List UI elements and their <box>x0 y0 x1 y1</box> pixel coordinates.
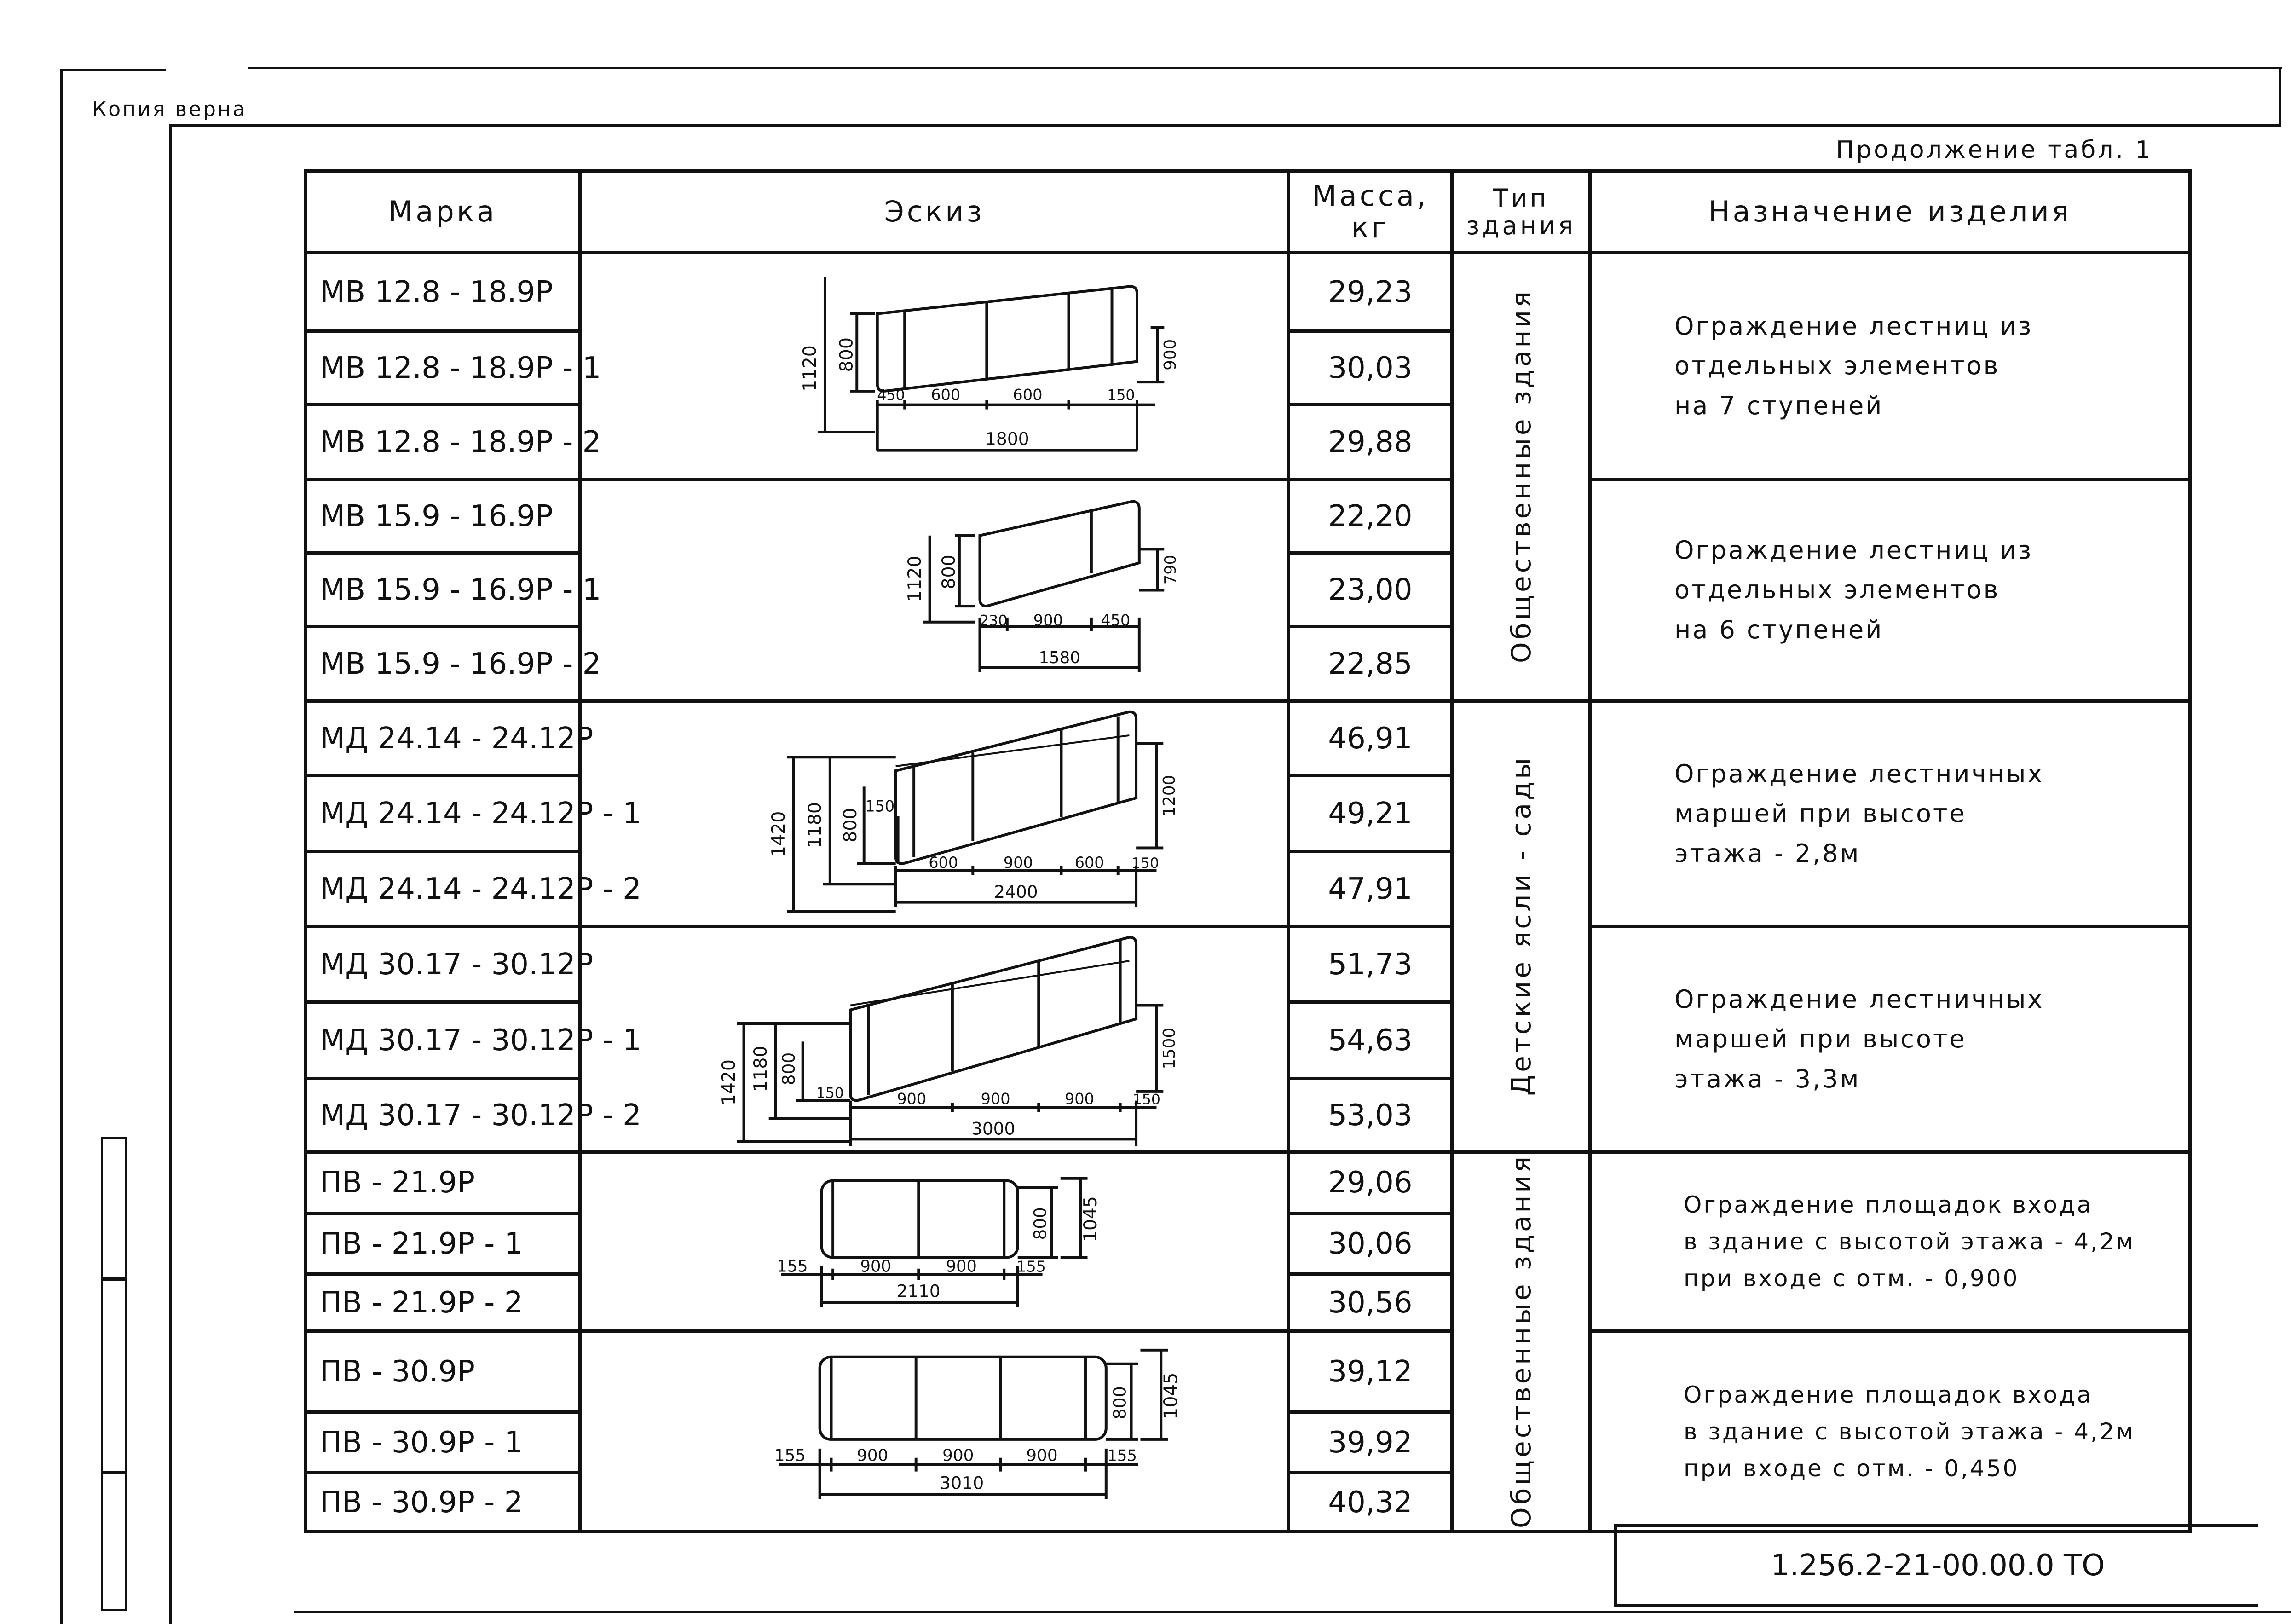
sketch-5-dim-h-total: 1045 <box>1080 1196 1102 1242</box>
sketch-5 <box>580 1152 1289 1331</box>
row-mass: 39,12 <box>1289 1331 1452 1412</box>
row-mass: 49,21 <box>1289 776 1452 851</box>
purpose-g3 <box>1590 701 2190 927</box>
side-stamp-box-3 <box>101 1473 127 1611</box>
sketch-1-dim-part-1: 450 <box>877 387 905 404</box>
sketch-2-drawing <box>582 481 1287 699</box>
table-row <box>306 927 2190 1002</box>
header-mass: Масса, кг <box>1289 171 1452 253</box>
row-mass: 23,00 <box>1289 553 1452 627</box>
sketch-6-dim-part-1: 155 <box>774 1446 806 1465</box>
continuation-note: Продолжение табл. 1 <box>1836 136 2153 164</box>
purpose-g5 <box>1590 1152 2190 1331</box>
sketch-2-dim-part-2: 900 <box>1033 611 1063 630</box>
purpose-g6 <box>1590 1331 2190 1532</box>
sketch-4 <box>580 927 1289 1152</box>
sketch-4-dim-h-total: 1420 <box>718 1059 739 1106</box>
frame-inner-left-border <box>169 125 172 1624</box>
purpose-g5-line-2: в здание с высотой этажа - 4,2м <box>1684 1228 2135 1255</box>
sketch-3-dim-h-rail: 800 <box>839 808 861 843</box>
row-mass: 30,06 <box>1289 1214 1452 1274</box>
purpose-g2-line-2: отдельных элементов <box>1674 575 2000 605</box>
sketch-4-dim-h-mid: 1180 <box>750 1046 771 1092</box>
purpose-g3-line-1: Ограждение лестничных <box>1674 759 2044 788</box>
sketch-3-dim-offset: 150 <box>865 797 895 815</box>
purpose-g3-line-2: маршей при высоте <box>1674 799 1967 828</box>
row-mark: ПВ - 21.9Р <box>306 1152 580 1214</box>
row-mark: МВ 15.9 - 16.9Р <box>306 480 580 553</box>
row-mark: МД 30.17 - 30.12Р - 1 <box>306 1002 580 1079</box>
frame-right-border <box>2279 69 2281 127</box>
sketch-2-dim-part-3: 450 <box>1101 611 1131 630</box>
sketch-1-dim-part-3: 600 <box>1013 386 1043 404</box>
sketch-5-dim-part-1: 155 <box>777 1257 808 1276</box>
table-row <box>306 1331 2190 1412</box>
sketch-4-drawing <box>582 928 1287 1150</box>
row-mass: 47,91 <box>1289 851 1452 927</box>
sketch-4-dim-part-3: 900 <box>1064 1090 1094 1108</box>
type-public-2 <box>1452 1152 1590 1532</box>
side-stamp-box-1 <box>101 1137 127 1279</box>
sketch-1-dim-total: 1800 <box>985 428 1029 449</box>
sketch-6-dim-h-total: 1045 <box>1160 1372 1182 1420</box>
row-mass: 29,88 <box>1289 405 1452 480</box>
row-mass: 40,32 <box>1289 1473 1452 1532</box>
row-mark: МД 24.14 - 24.12Р <box>306 701 580 776</box>
row-mark: МД 30.17 - 30.12Р - 2 <box>306 1079 580 1152</box>
header-type: Тип здания <box>1452 171 1590 253</box>
purpose-g1-line-2: отдельных элементов <box>1674 351 2000 381</box>
row-mark: ПВ - 21.9Р - 1 <box>306 1214 580 1274</box>
sketch-6 <box>580 1331 1289 1532</box>
sketch-4-dim-h-rail: 800 <box>778 1052 799 1086</box>
purpose-g1-line-1: Ограждение лестниц из <box>1674 311 2033 341</box>
sketch-3 <box>580 701 1289 927</box>
sketch-5-dim-part-2: 900 <box>860 1257 891 1276</box>
sketch-4-dim-part-2: 900 <box>981 1090 1010 1108</box>
sketch-1-drawing <box>582 254 1287 478</box>
sketch-6-dim-part-2: 900 <box>856 1446 889 1465</box>
table-row <box>306 1152 2190 1214</box>
table-row <box>306 701 2190 776</box>
purpose-g5-line-3: при входе с отм. - 0,900 <box>1684 1265 2020 1292</box>
sketch-1-dim-h-total: 1120 <box>799 345 821 392</box>
header-purpose: Назначение изделия <box>1590 171 2190 253</box>
frame-bottom-line <box>294 1611 2291 1613</box>
row-mass: 22,85 <box>1289 627 1452 701</box>
sketch-1-dim-h-rail: 800 <box>836 337 857 372</box>
row-mark: МВ 15.9 - 16.9Р - 2 <box>306 627 580 701</box>
purpose-g5-line-1: Ограждение площадок входа <box>1684 1191 2093 1218</box>
sketch-4-dim-part-1: 900 <box>897 1090 927 1108</box>
sketch-4-dim-part-4: 150 <box>1132 1091 1160 1108</box>
sketch-5-dim-part-4: 155 <box>1016 1257 1046 1276</box>
purpose-g1 <box>1590 253 2190 480</box>
row-mass: 29,06 <box>1289 1152 1452 1214</box>
purpose-g4-line-3: этажа - 3,3м <box>1674 1064 1861 1093</box>
row-mark: МД 30.17 - 30.12Р <box>306 927 580 1002</box>
sketch-5-dim-h-rail: 800 <box>1030 1207 1050 1240</box>
row-mass: 53,03 <box>1289 1079 1452 1152</box>
header-sketch: Эскиз <box>580 171 1289 253</box>
sketch-4-dim-offset: 150 <box>816 1085 844 1102</box>
frame-inner-top-line <box>169 124 2281 127</box>
copy-note: Копия верна <box>92 98 247 121</box>
purpose-g6-line-2: в здание с высотой этажа - 4,2м <box>1684 1418 2135 1445</box>
sketch-1-dim-h-right: 900 <box>1161 339 1180 370</box>
row-mark: МВ 12.8 - 18.9Р - 1 <box>306 331 580 405</box>
row-mass: 30,56 <box>1289 1274 1452 1331</box>
purpose-g6-line-3: при входе с отм. - 0,450 <box>1684 1455 2020 1482</box>
side-stamp-box-2 <box>101 1279 127 1473</box>
row-mark: МВ 15.9 - 16.9Р - 1 <box>306 553 580 627</box>
document-number: 1.256.2-21-00.00.0 ТО <box>1614 1524 2258 1607</box>
purpose-g4-line-2: маршей при высоте <box>1674 1024 1967 1054</box>
purpose-g6-line-1: Ограждение площадок входа <box>1684 1381 2093 1408</box>
purpose-g3-line-3: этажа - 2,8м <box>1674 838 1861 868</box>
sketch-2-dim-h-right: 790 <box>1161 555 1179 585</box>
sketch-2-dim-h-total: 1120 <box>904 555 925 602</box>
type-public-1 <box>1452 253 1590 701</box>
sketch-3-dim-part-3: 600 <box>1074 853 1104 872</box>
row-mass: 30,03 <box>1289 331 1452 405</box>
row-mass: 51,73 <box>1289 927 1452 1002</box>
sketch-2-dim-h-rail: 800 <box>938 555 960 589</box>
header-mark: Марка <box>306 171 580 253</box>
row-mark: МВ 12.8 - 18.9Р <box>306 253 580 331</box>
row-mark: МВ 12.8 - 18.9Р - 2 <box>306 405 580 480</box>
row-mass: 54,63 <box>1289 1002 1452 1079</box>
sketch-6-dim-h-rail: 800 <box>1109 1386 1130 1420</box>
sketch-3-dim-h-mid: 1180 <box>804 802 826 849</box>
purpose-g4-line-1: Ограждение лестничных <box>1674 984 2044 1014</box>
row-mark: ПВ - 30.9Р - 1 <box>306 1412 580 1473</box>
sketch-2-dim-total: 1580 <box>1039 648 1080 667</box>
table-header-row <box>306 171 2190 253</box>
sketch-6-dim-part-4: 900 <box>1026 1446 1058 1465</box>
sketch-1 <box>580 253 1289 480</box>
purpose-g4 <box>1590 927 2190 1152</box>
row-mass: 46,91 <box>1289 701 1452 776</box>
sketch-6-drawing <box>582 1333 1287 1530</box>
sketch-5-dim-part-3: 900 <box>946 1257 977 1276</box>
purpose-g2 <box>1590 480 2190 701</box>
purpose-g2-line-3: на 6 ступеней <box>1674 615 1884 644</box>
sketch-2 <box>580 480 1289 701</box>
sketch-1-dim-part-2: 600 <box>931 386 961 404</box>
sketch-3-dim-h-total: 1420 <box>768 811 790 858</box>
row-mark: ПВ - 21.9Р - 2 <box>306 1274 580 1331</box>
sketch-6-dim-total: 3010 <box>940 1473 984 1493</box>
frame-top-line <box>248 67 2282 69</box>
row-mark: МД 24.14 - 24.12Р - 2 <box>306 851 580 927</box>
sketch-3-dim-h-right: 1200 <box>1160 774 1179 817</box>
type-public-2-label: Общественные здания <box>1505 1154 1537 1529</box>
sketch-4-dim-total: 3000 <box>971 1118 1016 1139</box>
sketch-1-dim-part-4: 150 <box>1107 387 1135 404</box>
type-public-1-label: Общественные здания <box>1505 289 1537 664</box>
row-mark: ПВ - 30.9Р - 2 <box>306 1473 580 1532</box>
frame-left-border <box>60 69 63 1624</box>
sketch-5-drawing <box>582 1154 1287 1329</box>
type-kindergarten <box>1452 701 1590 1152</box>
purpose-g2-line-1: Ограждение лестниц из <box>1674 535 2033 565</box>
sketch-3-dim-part-4: 150 <box>1131 855 1159 872</box>
sketch-3-drawing <box>582 703 1287 925</box>
sketch-3-dim-part-2: 900 <box>1003 853 1033 872</box>
purpose-g1-line-3: на 7 ступеней <box>1674 391 1884 420</box>
sketch-2-dim-part-1: 230 <box>979 613 1008 630</box>
row-mass: 22,20 <box>1289 480 1452 553</box>
sketch-5-dim-total: 2110 <box>896 1281 941 1301</box>
sketch-6-dim-part-3: 900 <box>942 1446 974 1465</box>
sketch-4-dim-h-right: 1500 <box>1160 1028 1179 1069</box>
sketch-3-dim-total: 2400 <box>994 881 1038 902</box>
row-mark: ПВ - 30.9Р <box>306 1331 580 1412</box>
row-mass: 39,92 <box>1289 1412 1452 1473</box>
sketch-6-dim-part-5: 155 <box>1107 1446 1137 1465</box>
sketch-3-dim-part-1: 600 <box>929 853 958 872</box>
table-row <box>306 253 2190 331</box>
table-row <box>306 480 2190 553</box>
type-kindergarten-label: Детские ясли - сады <box>1505 755 1537 1096</box>
row-mass: 29,23 <box>1289 253 1452 331</box>
product-table <box>304 169 2192 1533</box>
row-mark: МД 24.14 - 24.12Р - 1 <box>306 776 580 851</box>
frame-top-left-stub <box>60 69 166 71</box>
